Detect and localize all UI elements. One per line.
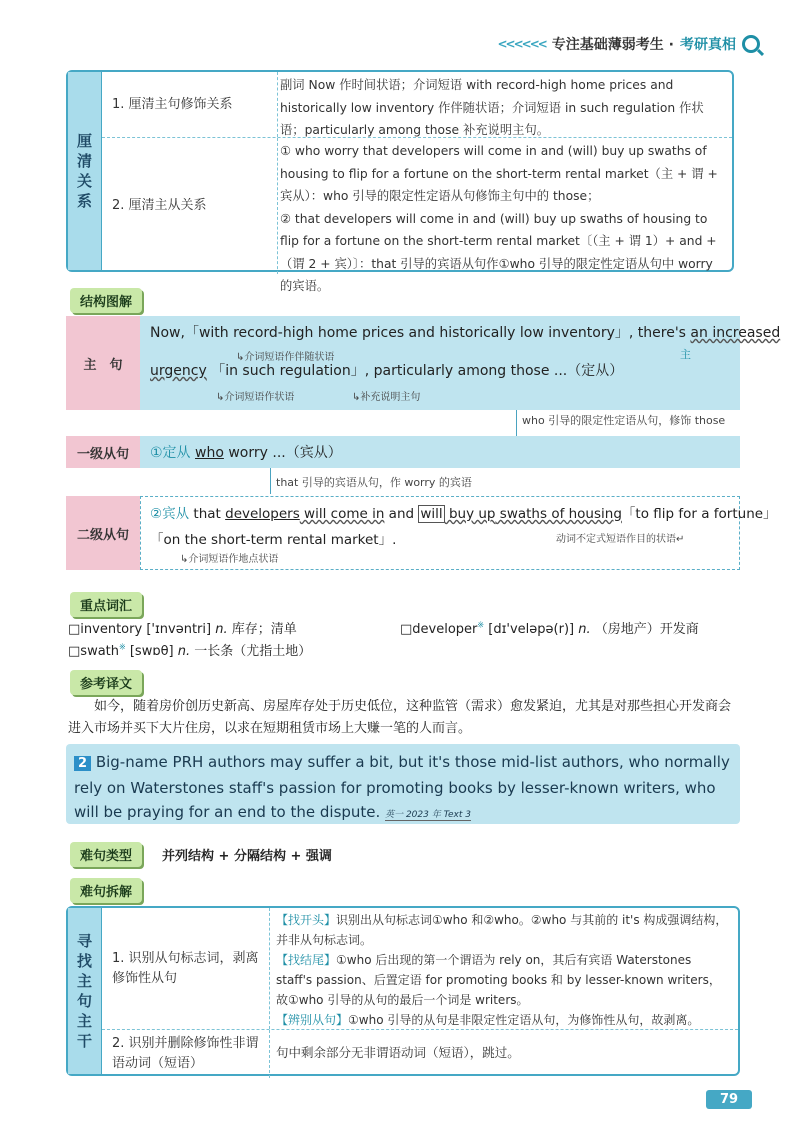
sentence2-text: 2 Big-name PRH authors may suffer a bit, but it's those mid-list authors, who normally rely on Waterstones staff's passion for promoting books by lesser-known writers, who will be praying for an end to the dispute. 英一 2023 年 Text 3: [74, 753, 730, 821]
breakdown-tag: 难句拆解: [70, 878, 142, 903]
ann-accompany: ↳介词短语作伴随状语: [236, 352, 335, 363]
row-content: 句中剩余部分无非谓语动词（短语），跳过。: [276, 1045, 520, 1060]
vocab-tag: 重点词汇: [70, 592, 142, 617]
difficulty-tag: 难句类型: [70, 842, 142, 867]
translation-tag: 参考译文: [70, 670, 142, 695]
main-line-2: urgency 「in such regulation」, particularly among those ...（定从）: [150, 363, 624, 379]
connector-line-2: [270, 468, 271, 494]
connector-1: who 引导的限定性定语从句，修饰 those: [522, 414, 726, 427]
header-title: 专注基础薄弱考生 ·: [551, 37, 674, 53]
step-find-start: 【找开头】识别出从句标志词①who 和②who。②who 与其前的 it's 构成强调结构，并非从句标志词。: [276, 913, 728, 947]
header-title-accent: 考研真相: [680, 37, 736, 53]
subject-mark: 主: [680, 348, 691, 361]
row-content-a: ① who worry that developers will come in and (will) buy up swaths of housing to flip for a fortune on the short-term rental market（主 + 谓 + 宾从）：who 引导的限定性定语从句修饰主句中的 those；: [280, 144, 718, 203]
breakdown-row-2: [102, 1030, 738, 1078]
relation-table: [66, 70, 734, 293]
main-line-1: Now,「with record-high home prices and historically low inventory」, there's an increased: [150, 325, 781, 341]
row-label: 1. 厘清主句修饰关系: [102, 72, 278, 137]
level2-line-2: 「on the short-term rental market」.: [150, 532, 397, 548]
ann-adverbial: ↳介词短语作状语: [216, 392, 295, 403]
level2-label: 二级从句: [66, 496, 140, 570]
level1-label: 一级从句: [66, 436, 140, 468]
page-number: 79: [706, 1090, 752, 1109]
level2-line-1: ②宾从 that developers will come in and will buy up swaths of housing「to flip for a fortune」: [150, 506, 777, 522]
search-icon: [742, 35, 760, 53]
diagram-tag: 结构图解: [70, 288, 142, 313]
page-header: [497, 34, 760, 54]
translation-text: 如今，随着房价创历史新高、房屋库存处于历史低位，这种监管（需求）愈发紧迫，尤其是对那些担心开发商会进入市场并买下大片住房，以求在短期租赁市场上大赚一笔的人而言。: [68, 699, 732, 736]
ann-place: ↳介词短语作地点状语: [180, 554, 279, 565]
step-find-end: 【找结尾】①who 后出现的第一个谓语为 rely on，其后有宾语 Waterstones staff's passion、后置定语 for promoting books 和 by lesser-known writers，故①who 引导的从句的最后一个词是 writers。: [276, 953, 721, 1007]
row-label: 2. 识别并删除修饰性非谓语动词（短语）: [102, 1030, 270, 1078]
vocab-item-1: □inventory ['ɪnvəntri] n. 库存；清单: [68, 622, 297, 637]
vocab-item-2: □developer※ [dɪ'veləpə(r)] n. （房地产）开发商: [400, 620, 699, 637]
ann-purpose: 动词不定式短语作目的状语↵: [556, 534, 685, 545]
breakdown-row-1: [102, 908, 738, 1030]
vocab-item-3: □swath※ [swɒθ] n. 一长条（尤指土地）: [68, 642, 312, 659]
row-label: 1. 识别从句标志词，剥离修饰性从句: [102, 908, 270, 1029]
ann-supplement: ↳补充说明主句: [352, 392, 421, 403]
source-tag: 英一 2023 年 Text 3: [385, 810, 471, 820]
breakdown-table: [66, 906, 740, 1076]
connector-2: that 引导的宾语从句，作 worry 的宾语: [276, 476, 472, 489]
arrows-icon: <<<<<<: [497, 37, 546, 51]
connector-line-1: [516, 410, 517, 436]
relation-side-label: 厘 清 关 系: [68, 72, 102, 270]
difficulty-text: 并列结构 + 分隔结构 + 强调: [162, 849, 332, 864]
step-identify: 【辨别从句】①who 引导的从句是非限定性定语从句，为修饰性从句，故剥离。: [276, 1013, 700, 1027]
main-clause-label: 主 句: [66, 316, 140, 410]
row-content-b: ② that developers will come in and (will) buy up swaths of housing to flip for a fortune on the short-term rental market〔（主 + 谓 1）+ and +（谓 2 + 宾）〕：that 引导的宾语从句作①who 引导的限定性定语从句中 worry 的宾语。: [280, 211, 717, 293]
breakdown-side-label: 寻 找 主 句 主 干: [68, 908, 102, 1074]
relation-row-2: [102, 138, 732, 293]
row-label: 2. 厘清主从关系: [102, 138, 278, 274]
row-content: 副词 Now 作时间状语；介词短语 with record-high home prices and historically low inventory 作伴随状语；介词短语 in such regulation 作状语；particularly among those 补充说明主句。: [280, 78, 704, 137]
sentence-number: 2: [74, 756, 91, 771]
relation-row-1: [102, 72, 732, 138]
level1-text: ①定从 who worry ...（宾从）: [150, 445, 342, 461]
